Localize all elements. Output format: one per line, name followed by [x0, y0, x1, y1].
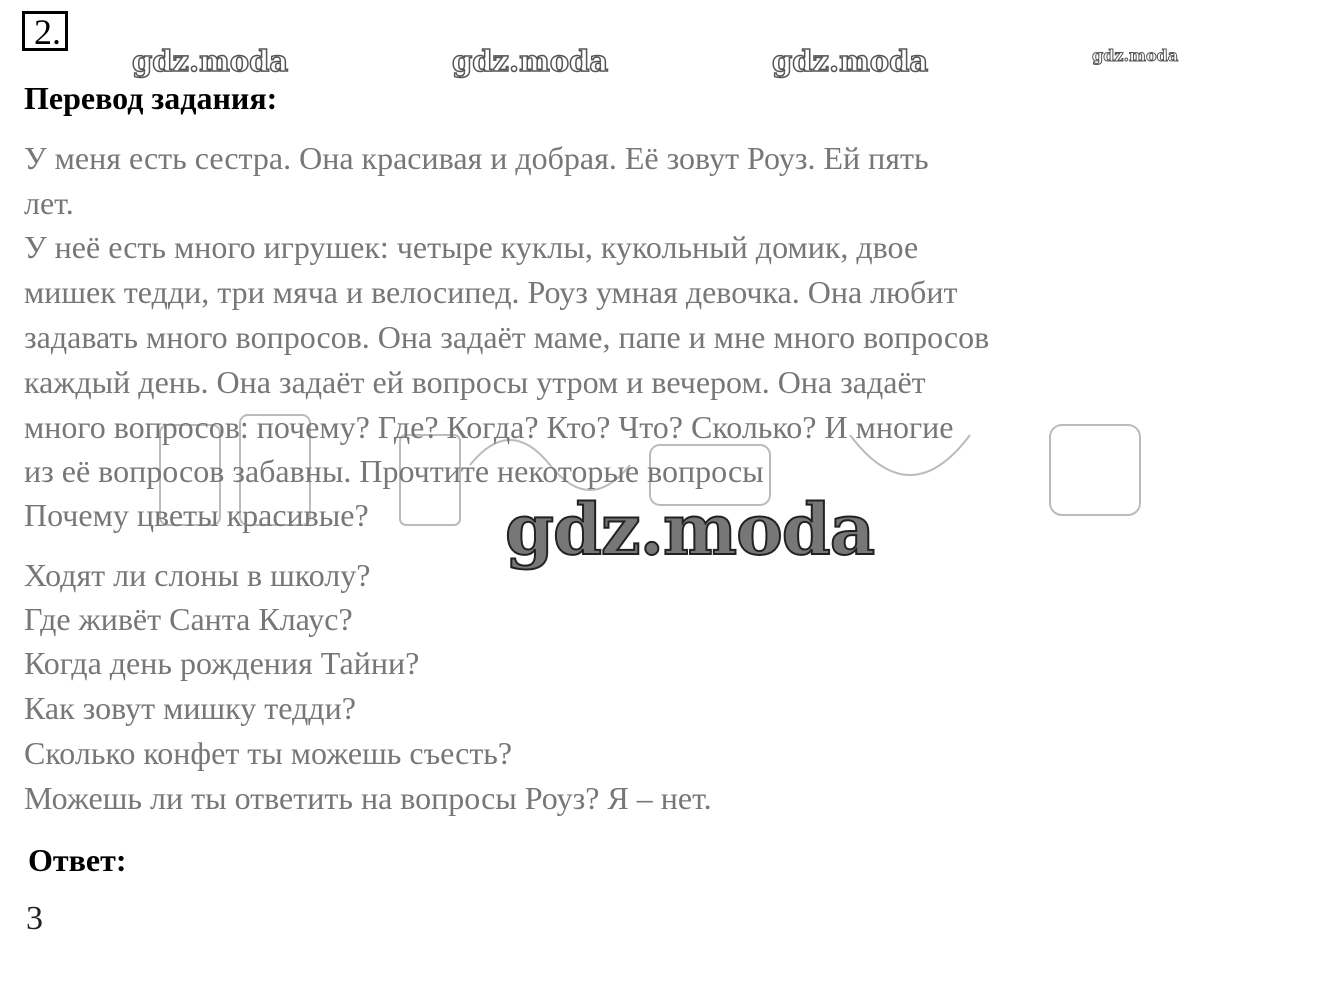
watermark-logo: gdz.moda [1092, 46, 1179, 65]
question-line: Ходят ли слоны в школу? [24, 557, 371, 593]
text-line: У неё есть много игрушек: четыре куклы, кукольный домик, двое [24, 229, 919, 265]
text-line: мишек тедди, три мяча и велосипед. Роуз умная девочка. Она любит [24, 274, 958, 310]
task-number: 2. [34, 12, 61, 52]
watermark-logo: gdz.moda [132, 44, 289, 78]
answer-value: 3 [26, 900, 43, 937]
question-line: Где живёт Санта Клаус? [24, 601, 353, 637]
watermark-logo-large: gdz.moda [505, 488, 875, 571]
watermark-logo: gdz.moda [772, 44, 929, 78]
text-line: У меня есть сестра. Она красивая и добрая. Её зовут Роуз. Ей пять [24, 140, 929, 176]
task-number-box [22, 11, 68, 51]
watermark-logo: gdz.moda [452, 44, 609, 78]
question-line: Когда день рождения Тайни? [24, 645, 420, 681]
text-line: много вопросов: почему? Где? Когда? Кто? Что? Сколько? И многие [24, 409, 954, 445]
question-line: Сколько конфет ты можешь съесть? [24, 735, 513, 771]
text-line: из её вопросов забавны. Прочтите некоторые вопросы [24, 453, 764, 489]
text-line: задавать много вопросов. Она задаёт маме, папе и мне много вопросов [24, 319, 990, 355]
text-line: каждый день. Она задаёт ей вопросы утром и вечером. Она задаёт [24, 364, 926, 400]
answer-heading: Ответ: [28, 842, 127, 878]
closing-line: Можешь ли ты ответить на вопросы Роуз? Я – нет. [24, 780, 712, 816]
text-line: лет. [24, 185, 74, 221]
translation-heading: Перевод задания: [24, 80, 278, 116]
question-line: Как зовут мишку тедди? [24, 690, 356, 726]
question-line: Почему цветы красивые? [24, 497, 369, 533]
